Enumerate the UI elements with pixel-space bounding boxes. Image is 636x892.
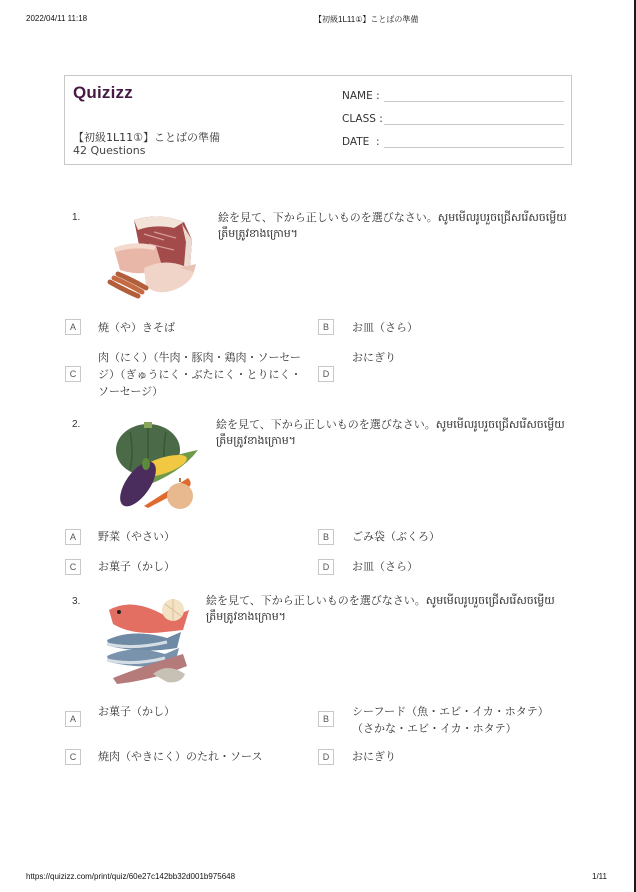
question-number: 1. — [72, 212, 81, 223]
question-count: 42 Questions — [73, 144, 146, 157]
date-line — [384, 136, 564, 148]
option-c-text: お菓子（かし） — [98, 560, 175, 573]
quiz-title: 【初級1L11①】ことばの準備 — [73, 131, 220, 144]
quizizz-logo: Quizizz — [73, 83, 133, 102]
class-line — [384, 113, 564, 125]
question-text: 絵を見て、下から正しいものを選びなさい。សូមមើលរូបរួចជ្រើសរើសចម្លើយត្រឹមត្រូវខាងក្រោម។ — [206, 594, 555, 623]
option-c-text: 焼肉（やきにく）のたれ・ソース — [98, 750, 263, 763]
option-a-box[interactable]: A — [65, 529, 81, 545]
question-number: 3. — [72, 596, 81, 607]
option-d-text: おにぎり — [352, 750, 396, 763]
option-d-box[interactable]: D — [318, 749, 334, 765]
option-c-box[interactable]: C — [65, 366, 81, 382]
option-c-text: 肉（にく）（牛肉・豚肉・鶏肉・ソーセージ）（ぎゅうにく・ぶたにく・とりにく・ソーセージ） — [98, 351, 302, 398]
class-label: CLASS : — [342, 113, 383, 125]
name-label: NAME : — [342, 90, 380, 102]
option-a-text: 焼（や）きそば — [98, 321, 175, 334]
date-field — [342, 136, 564, 148]
option-b-box[interactable]: B — [318, 529, 334, 545]
option-a-text: 野菜（やさい） — [98, 530, 175, 543]
option-c-box[interactable]: C — [65, 749, 81, 765]
seafood-icon — [103, 596, 193, 686]
quiz-header-box — [64, 75, 572, 165]
question-text: 絵を見て、下から正しいものを選びなさい。សូមមើលរូបរួចជ្រើសរើសចម្លើយត្រឹមត្រូវខាងក្រោម។ — [218, 211, 567, 240]
print-url: https://quizizz.com/print/quiz/60e27c142bb32d001b975648 — [26, 872, 236, 881]
option-c-box[interactable]: C — [65, 559, 81, 575]
print-title: 【初級1L11①】ことばの準備 — [314, 15, 419, 24]
option-d-box[interactable]: D — [318, 366, 334, 382]
question-number: 2. — [72, 419, 81, 430]
option-d-box[interactable]: D — [318, 559, 334, 575]
name-line — [384, 90, 564, 102]
name-field — [342, 90, 564, 102]
option-b-text: ごみ袋（ぶくろ） — [352, 530, 440, 543]
option-a-box[interactable]: A — [65, 319, 81, 335]
date-label: DATE : — [342, 136, 380, 148]
option-a-box[interactable]: A — [65, 711, 81, 727]
class-field — [342, 113, 564, 125]
question-text: 絵を見て、下から正しいものを選びなさい。សូមមើលរូបរួចជ្រើសរើសចម្លើយត្រឹមត្រូវខាងក្រោម។ — [216, 418, 565, 447]
meat-icon — [104, 210, 199, 302]
option-b-box[interactable]: B — [318, 711, 334, 727]
page-number: 1/11 — [592, 872, 607, 881]
option-a-text: お菓子（かし） — [98, 705, 175, 718]
print-datetime: 2022/04/11 11:18 — [26, 14, 88, 23]
option-d-text: お皿（さら） — [352, 560, 418, 573]
option-b-text: お皿（さら） — [352, 321, 418, 334]
vegetables-icon — [110, 422, 200, 512]
option-b-text: シーフード（魚・エビ・イカ・ホタテ）（さかな・エビ・イカ・ホタテ） — [352, 705, 549, 735]
option-d-text: おにぎり — [352, 351, 396, 364]
option-b-box[interactable]: B — [318, 319, 334, 335]
